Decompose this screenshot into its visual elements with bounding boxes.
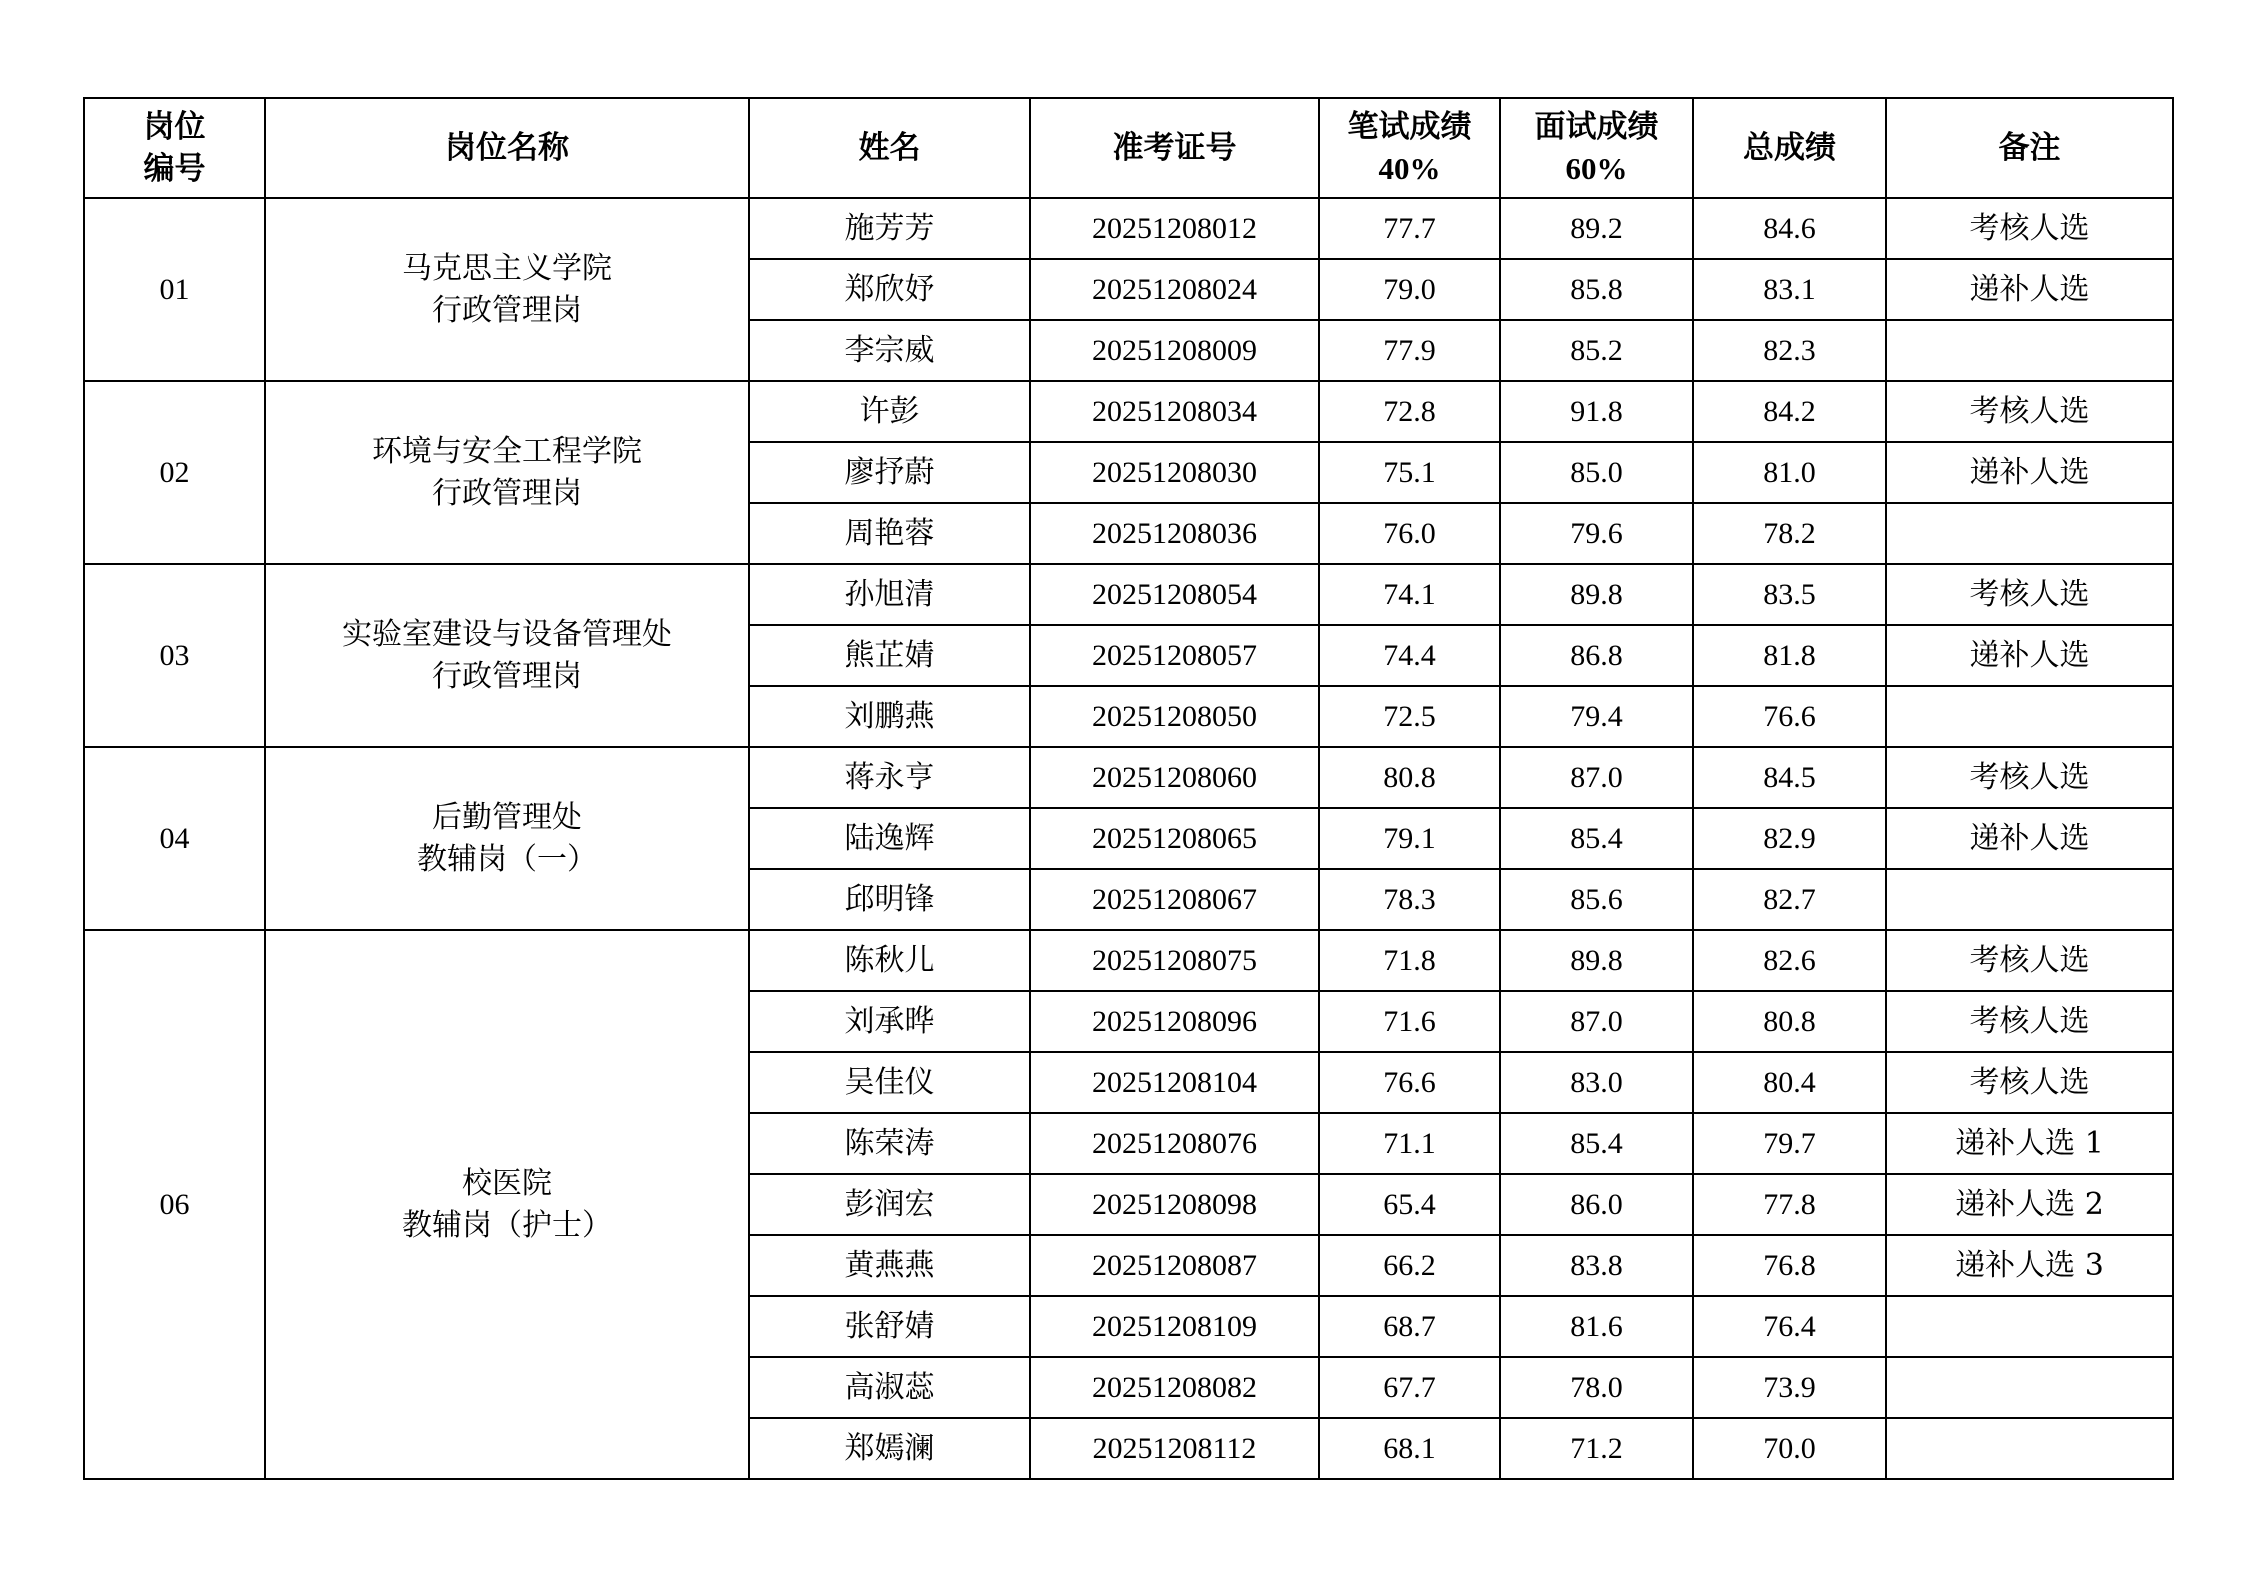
table-row (84, 564, 2173, 625)
exam-id-cell: 20251208030 (1030, 442, 1319, 503)
candidate-name-cell: 周艳蓉 (749, 503, 1030, 564)
remark-cell (1886, 1296, 2173, 1357)
post-name-cell (265, 198, 749, 381)
candidate-name-cell: 孙旭清 (749, 564, 1030, 625)
candidate-name-cell: 张舒婧 (749, 1296, 1030, 1357)
written-score-cell: 74.1 (1319, 564, 1500, 625)
interview-score-cell: 86.8 (1500, 625, 1693, 686)
total-score-cell: 82.7 (1693, 869, 1886, 930)
written-score-cell: 71.1 (1319, 1113, 1500, 1174)
exam-id-cell: 20251208065 (1030, 808, 1319, 869)
candidate-name-cell: 高淑蕊 (749, 1357, 1030, 1418)
table-row (84, 381, 2173, 442)
remark-cell (1886, 503, 2173, 564)
exam-id-cell: 20251208009 (1030, 320, 1319, 381)
interview-score-cell: 79.4 (1500, 686, 1693, 747)
post-code-cell: 01 (84, 198, 265, 381)
post-name-line: 校医院 (462, 1165, 552, 1201)
remark-cell: 考核人选 (1886, 564, 2173, 625)
remark-cell: 递补人选 (1886, 808, 2173, 869)
header-name: 姓名 (749, 98, 1030, 198)
candidate-name-cell: 蒋永亨 (749, 747, 1030, 808)
header-exam-id: 准考证号 (1030, 98, 1319, 198)
written-score-cell: 77.9 (1319, 320, 1500, 381)
remark-cell: 递补人选 (1886, 625, 2173, 686)
interview-score-cell: 91.8 (1500, 381, 1693, 442)
total-score-cell: 76.4 (1693, 1296, 1886, 1357)
written-score-cell: 71.6 (1319, 991, 1500, 1052)
total-score-cell: 83.1 (1693, 259, 1886, 320)
written-score-cell: 74.4 (1319, 625, 1500, 686)
written-score-cell: 66.2 (1319, 1235, 1500, 1296)
written-score-cell: 75.1 (1319, 442, 1500, 503)
header-post-code (84, 98, 265, 198)
written-score-cell: 67.7 (1319, 1357, 1500, 1418)
candidate-name-cell: 刘鹏燕 (749, 686, 1030, 747)
post-name-line: 教辅岗（护士） (402, 1207, 612, 1243)
interview-score-cell: 83.0 (1500, 1052, 1693, 1113)
written-score-cell: 68.7 (1319, 1296, 1500, 1357)
interview-score-cell: 81.6 (1500, 1296, 1693, 1357)
written-score-cell: 76.0 (1319, 503, 1500, 564)
interview-score-cell: 85.0 (1500, 442, 1693, 503)
remark-cell: 递补人选 (1886, 442, 2173, 503)
exam-id-cell: 20251208024 (1030, 259, 1319, 320)
total-score-cell: 70.0 (1693, 1418, 1886, 1479)
remark-cell (1886, 869, 2173, 930)
total-score-cell: 76.8 (1693, 1235, 1886, 1296)
exam-id-cell: 20251208098 (1030, 1174, 1319, 1235)
candidate-name-cell: 李宗威 (749, 320, 1030, 381)
interview-score-cell: 85.6 (1500, 869, 1693, 930)
remark-cell: 考核人选 (1886, 381, 2173, 442)
interview-score-cell: 85.2 (1500, 320, 1693, 381)
candidate-name-cell: 黄燕燕 (749, 1235, 1030, 1296)
written-score-cell: 65.4 (1319, 1174, 1500, 1235)
written-score-cell: 78.3 (1319, 869, 1500, 930)
total-score-cell: 84.6 (1693, 198, 1886, 259)
table-body (84, 198, 2173, 1479)
total-score-cell: 80.8 (1693, 991, 1886, 1052)
written-score-cell: 80.8 (1319, 747, 1500, 808)
written-score-cell: 79.1 (1319, 808, 1500, 869)
total-score-cell: 80.4 (1693, 1052, 1886, 1113)
candidate-name-cell: 吴佳仪 (749, 1052, 1030, 1113)
exam-id-cell: 20251208096 (1030, 991, 1319, 1052)
interview-score-cell: 85.4 (1500, 1113, 1693, 1174)
written-score-cell: 77.7 (1319, 198, 1500, 259)
written-score-cell: 71.8 (1319, 930, 1500, 991)
post-name-cell (265, 747, 749, 930)
post-name-line: 实验室建设与设备管理处 (342, 616, 672, 652)
post-name-line: 后勤管理处 (432, 799, 582, 835)
written-score-cell: 72.8 (1319, 381, 1500, 442)
post-code-cell: 04 (84, 747, 265, 930)
interview-score-cell: 87.0 (1500, 991, 1693, 1052)
header-interview-label: 面试成绩 (1534, 109, 1659, 145)
remark-cell (1886, 686, 2173, 747)
candidate-name-cell: 许彭 (749, 381, 1030, 442)
written-score-cell: 79.0 (1319, 259, 1500, 320)
remark-cell: 考核人选 (1886, 198, 2173, 259)
exam-id-cell: 20251208034 (1030, 381, 1319, 442)
exam-id-cell: 20251208104 (1030, 1052, 1319, 1113)
candidate-name-cell: 廖抒蔚 (749, 442, 1030, 503)
candidate-name-cell: 陈荣涛 (749, 1113, 1030, 1174)
post-code-cell: 06 (84, 930, 265, 1479)
exam-id-cell: 20251208076 (1030, 1113, 1319, 1174)
header-remark: 备注 (1886, 98, 2173, 198)
total-score-cell: 82.6 (1693, 930, 1886, 991)
candidate-name-cell: 刘承晔 (749, 991, 1030, 1052)
candidate-name-cell: 邱明锋 (749, 869, 1030, 930)
interview-score-cell: 71.2 (1500, 1418, 1693, 1479)
total-score-cell: 83.5 (1693, 564, 1886, 625)
candidate-name-cell: 郑欣妤 (749, 259, 1030, 320)
remark-cell: 考核人选 (1886, 747, 2173, 808)
table-row (84, 198, 2173, 259)
written-score-cell: 72.5 (1319, 686, 1500, 747)
total-score-cell: 84.5 (1693, 747, 1886, 808)
remark-cell (1886, 1357, 2173, 1418)
remark-cell: 考核人选 (1886, 930, 2173, 991)
header-written-label: 笔试成绩 (1347, 109, 1472, 145)
candidate-name-cell: 陈秋儿 (749, 930, 1030, 991)
total-score-cell: 82.9 (1693, 808, 1886, 869)
exam-id-cell: 20251208112 (1030, 1418, 1319, 1479)
post-name-cell (265, 930, 749, 1479)
total-score-cell: 77.8 (1693, 1174, 1886, 1235)
remark-cell: 递补人选 (1886, 259, 2173, 320)
total-score-cell: 81.8 (1693, 625, 1886, 686)
remark-cell (1886, 1418, 2173, 1479)
candidate-name-cell: 彭润宏 (749, 1174, 1030, 1235)
post-name-line: 环境与安全工程学院 (372, 433, 642, 469)
candidate-name-cell: 熊芷婧 (749, 625, 1030, 686)
interview-score-cell: 89.2 (1500, 198, 1693, 259)
post-name-line: 行政管理岗 (432, 658, 582, 694)
header-interview (1500, 98, 1693, 198)
interview-score-cell: 86.0 (1500, 1174, 1693, 1235)
total-score-cell: 84.2 (1693, 381, 1886, 442)
remark-cell: 考核人选 (1886, 991, 2173, 1052)
exam-id-cell: 20251208075 (1030, 930, 1319, 991)
exam-id-cell: 20251208060 (1030, 747, 1319, 808)
candidate-name-cell: 郑嫣澜 (749, 1418, 1030, 1479)
interview-score-cell: 78.0 (1500, 1357, 1693, 1418)
candidate-name-cell: 施芳芳 (749, 198, 1030, 259)
header-interview-weight: 60% (1565, 151, 1628, 186)
score-table (83, 97, 2174, 1480)
header-post-name: 岗位名称 (265, 98, 749, 198)
exam-id-cell: 20251208050 (1030, 686, 1319, 747)
header-row (84, 98, 2173, 198)
total-score-cell: 79.7 (1693, 1113, 1886, 1174)
post-name-line: 行政管理岗 (432, 292, 582, 328)
exam-id-cell: 20251208087 (1030, 1235, 1319, 1296)
table-row (84, 930, 2173, 991)
exam-id-cell: 20251208109 (1030, 1296, 1319, 1357)
remark-cell: 递补人选 3 (1886, 1235, 2173, 1296)
post-code-cell: 02 (84, 381, 265, 564)
exam-id-cell: 20251208067 (1030, 869, 1319, 930)
total-score-cell: 76.6 (1693, 686, 1886, 747)
interview-score-cell: 87.0 (1500, 747, 1693, 808)
post-name-line: 马克思主义学院 (402, 250, 612, 286)
interview-score-cell: 89.8 (1500, 930, 1693, 991)
header-post-code-line1: 岗位 (143, 109, 206, 145)
score-sheet (83, 97, 2174, 1480)
post-name-line: 教辅岗（一） (417, 841, 597, 877)
interview-score-cell: 83.8 (1500, 1235, 1693, 1296)
total-score-cell: 73.9 (1693, 1357, 1886, 1418)
exam-id-cell: 20251208082 (1030, 1357, 1319, 1418)
interview-score-cell: 85.8 (1500, 259, 1693, 320)
exam-id-cell: 20251208057 (1030, 625, 1319, 686)
post-name-cell (265, 381, 749, 564)
table-row (84, 747, 2173, 808)
total-score-cell: 82.3 (1693, 320, 1886, 381)
written-score-cell: 68.1 (1319, 1418, 1500, 1479)
total-score-cell: 81.0 (1693, 442, 1886, 503)
post-name-line: 行政管理岗 (432, 475, 582, 511)
remark-cell: 考核人选 (1886, 1052, 2173, 1113)
interview-score-cell: 85.4 (1500, 808, 1693, 869)
post-name-cell (265, 564, 749, 747)
exam-id-cell: 20251208054 (1030, 564, 1319, 625)
interview-score-cell: 89.8 (1500, 564, 1693, 625)
header-total: 总成绩 (1693, 98, 1886, 198)
post-code-cell: 03 (84, 564, 265, 747)
candidate-name-cell: 陆逸辉 (749, 808, 1030, 869)
total-score-cell: 78.2 (1693, 503, 1886, 564)
remark-cell: 递补人选 2 (1886, 1174, 2173, 1235)
header-written (1319, 98, 1500, 198)
written-score-cell: 76.6 (1319, 1052, 1500, 1113)
header-written-weight: 40% (1378, 151, 1441, 186)
interview-score-cell: 79.6 (1500, 503, 1693, 564)
header-post-code-line2: 编号 (143, 151, 206, 187)
exam-id-cell: 20251208012 (1030, 198, 1319, 259)
remark-cell: 递补人选 1 (1886, 1113, 2173, 1174)
remark-cell (1886, 320, 2173, 381)
exam-id-cell: 20251208036 (1030, 503, 1319, 564)
